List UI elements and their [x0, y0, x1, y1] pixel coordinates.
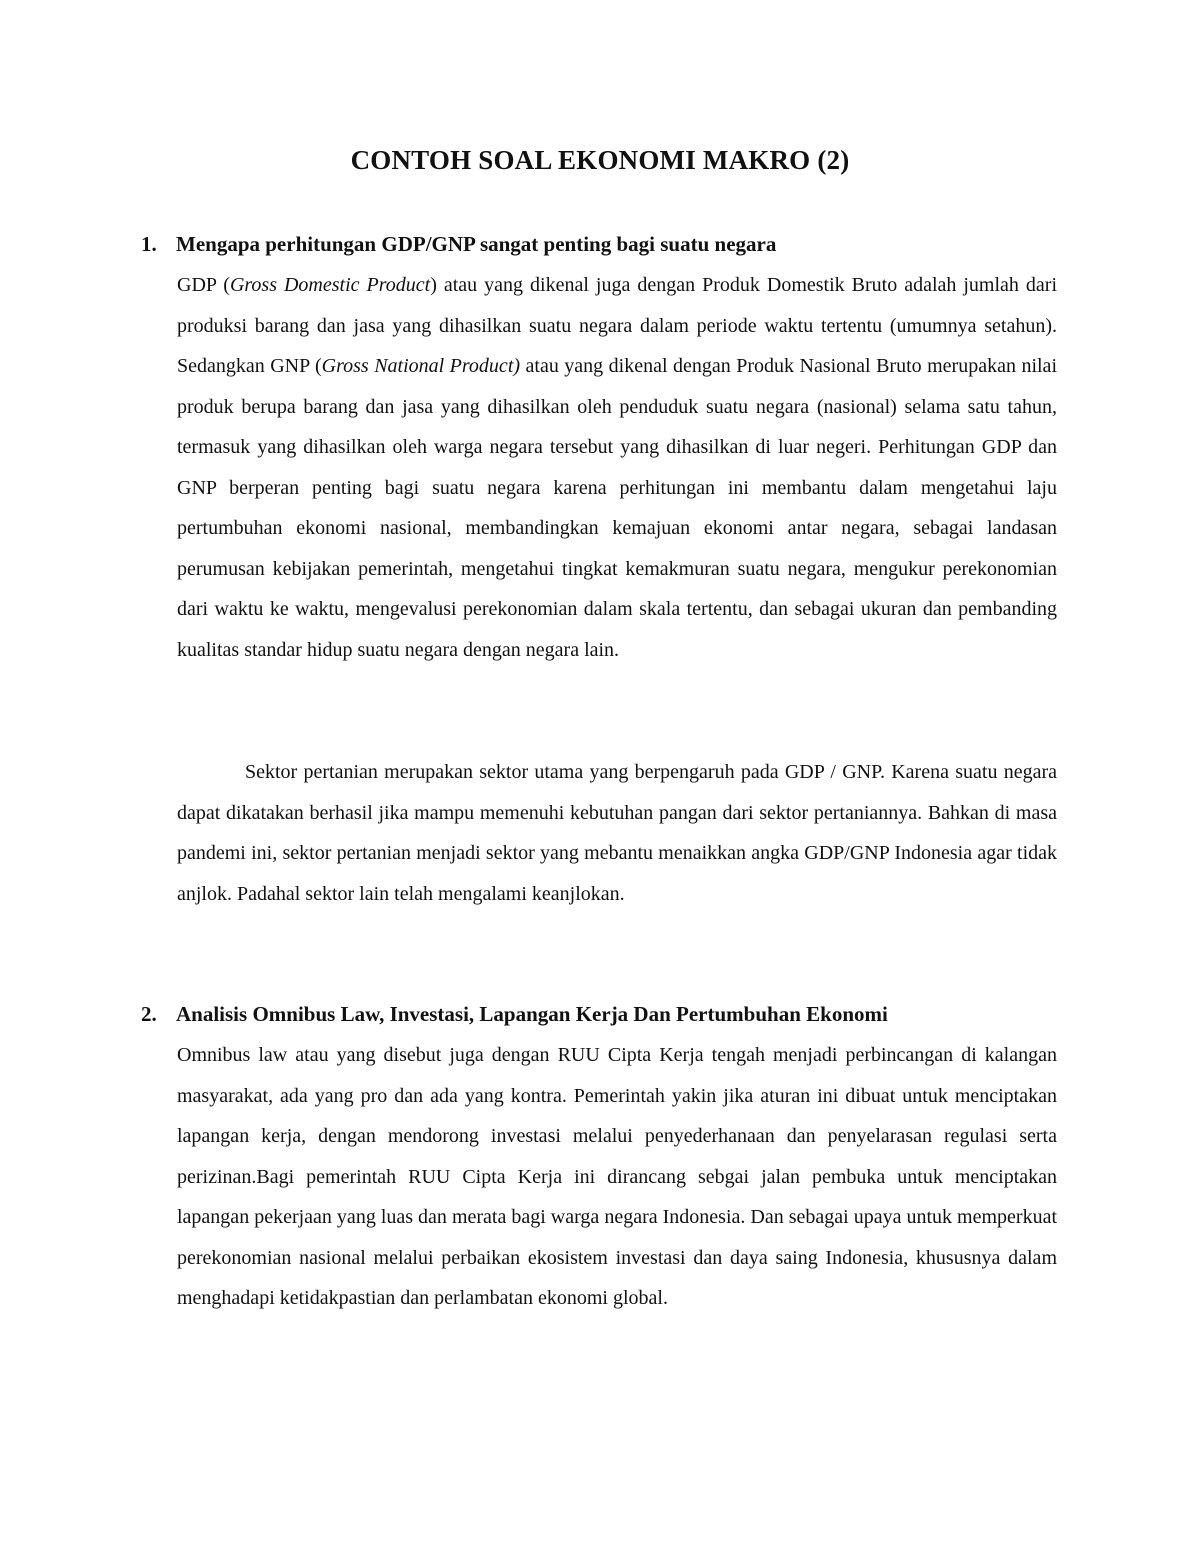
- q1-p1-text-a: GDP (: [177, 274, 230, 296]
- question-2-number: 2.: [141, 1002, 157, 1026]
- gnp-term: Gross National Product): [321, 355, 521, 377]
- question-1-title: Mengapa perhitungan GDP/GNP sangat penting bagi suatu negara: [176, 232, 777, 256]
- document-title: CONTOH SOAL EKONOMI MAKRO (2): [350, 145, 850, 175]
- question-2-heading: [141, 999, 1061, 1029]
- question-1-number: 1.: [141, 232, 157, 256]
- question-2-paragraph-1: Omnibus law atau yang disebut juga dengan RUU Cipta Kerja tengah menjadi perbincangan di kalangan masyarakat, ada yang pro dan ada yang kontra. Pemerintah yakin jika aturan ini dibuat untuk menciptakan lapangan kerja, dengan mendorong investasi melalui penyederhanaan dan penyelarasan regulasi serta perizinan.Bagi pemerintah RUU Cipta Kerja ini dirancang sebgai jalan pembuka untuk menciptakan lapangan pekerjaan yang luas dan merata bagi warga negara Indonesia. Dan sebagai upaya untuk memperkuat perekonomian nasional melalui perbaikan ekosistem investasi dan daya saing Indonesia, khususnya dalam menghadapi ketidakpastian dan perlambatan ekonomi global.: [177, 1044, 1057, 1309]
- question-2-title: Analisis Omnibus Law, Investasi, Lapangan Kerja Dan Pertumbuhan Ekonomi: [176, 1002, 888, 1026]
- gdp-term: Gross Domestic Product: [229, 274, 431, 296]
- question-1-paragraph-1: [177, 265, 1057, 670]
- question-1-paragraph-2: Sektor pertanian merupakan sektor utama yang berpengaruh pada GDP / GNP. Karena suatu negara dapat dikatakan berhasil jika mampu memenuhi kebutuhan pangan dari sektor pertaniannya. Bahkan di masa pandemi ini, sektor pertanian menjadi sektor yang mebantu menaikkan angka GDP/GNP Indonesia agar tidak anjlok. Padahal sektor lain telah mengalami keanjlokan.: [177, 761, 1057, 905]
- question-1-heading: [141, 229, 1061, 259]
- q1-p1-text-b: ) atau yang dikenal juga dengan Produk Domestik Bruto adalah jumlah dari produksi barang dan jasa yang dihasilkan suatu negara dalam periode waktu tertentu (umumnya setahun). Sedangkan GNP (: [177, 274, 1058, 377]
- q1-p1-text-c: atau yang dikenal dengan Produk Nasional Bruto merupakan nilai produk berupa barang dan jasa yang dihasilkan oleh penduduk suatu negara (nasional) selama satu tahun, termasuk yang dihasilkan oleh warga negara tersebut yang dihasilkan di luar negeri. Perhitungan GDP dan GNP berperan penting bagi suatu negara karena perhitungan ini membantu dalam mengetahui laju pertumbuhan ekonomi nasional, membandingkan kemajuan ekonomi antar negara, sebagai landasan perumusan kebijakan pemerintah, mengetahui tingkat kemakmuran suatu negara, mengukur perekonomian dari waktu ke waktu, mengevalusi perekonomian dalam skala tertentu, dan sebagai ukuran dan pembanding kualitas standar hidup suatu negara dengan negara lain.: [177, 355, 1057, 661]
